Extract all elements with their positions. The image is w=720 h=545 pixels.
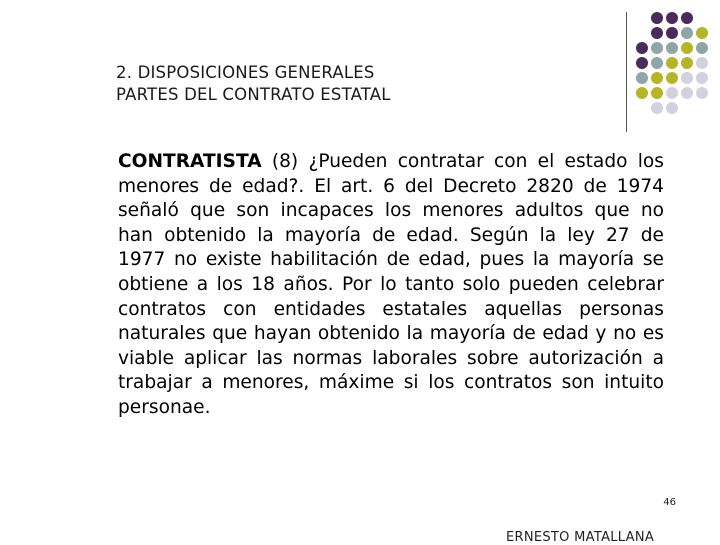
decorative-dot — [666, 27, 678, 39]
title-line-2: PARTES DEL CONTRATO ESTATAL — [116, 85, 391, 104]
decorative-divider — [626, 12, 627, 132]
decorative-dot — [666, 42, 678, 54]
decorative-dot — [636, 57, 648, 69]
decorative-dot — [696, 72, 708, 84]
decorative-dot — [666, 12, 678, 24]
decorative-dot — [681, 87, 693, 99]
decorative-dot — [666, 72, 678, 84]
body-paragraph — [118, 150, 664, 421]
footer-author: ERNESTO MATALLANA — [506, 530, 655, 545]
decorative-dot — [651, 72, 663, 84]
slide-title — [116, 62, 391, 106]
body-lead-term: CONTRATISTA — [118, 151, 262, 172]
decorative-dot — [696, 57, 708, 69]
decorative-dot — [666, 57, 678, 69]
decorative-dot — [696, 42, 708, 54]
decorative-dot — [696, 87, 708, 99]
decorative-dot — [636, 87, 648, 99]
decorative-dot — [651, 27, 663, 39]
decorative-dot — [651, 87, 663, 99]
body-text: (8) ¿Pueden contratar con el estado los menores de edad?. El art. 6 del Decreto 2820 de 1974 señaló que son incapaces los menores adultos que no han obtenido la mayoría de edad. Según la ley 27 de 1977 no existe habilitación de edad, pues la mayoría se obtiene a los 18 años. Por lo tanto solo pueden celebrar contratos con entidades estatales aquellas personas naturales que hayan obtenido la mayoría de edad y no es viable aplicar las normas laborales sobre autorización a trabajar a menores, máxime si los contratos son intuito personae. — [118, 151, 664, 418]
decorative-dot — [666, 87, 678, 99]
decorative-dot — [651, 12, 663, 24]
decorative-dot — [636, 42, 648, 54]
decorative-dot — [681, 57, 693, 69]
decorative-dot — [681, 27, 693, 39]
decorative-dot — [636, 72, 648, 84]
decorative-dot — [651, 57, 663, 69]
decorative-dot — [666, 102, 678, 114]
decorative-dot — [651, 42, 663, 54]
decorative-dot — [681, 72, 693, 84]
decorative-dot — [681, 42, 693, 54]
decorative-dot — [651, 102, 663, 114]
page-number: 46 — [663, 497, 676, 508]
title-line-1: 2. DISPOSICIONES GENERALES — [116, 63, 375, 82]
decorative-dot — [681, 12, 693, 24]
decorative-dot — [696, 27, 708, 39]
